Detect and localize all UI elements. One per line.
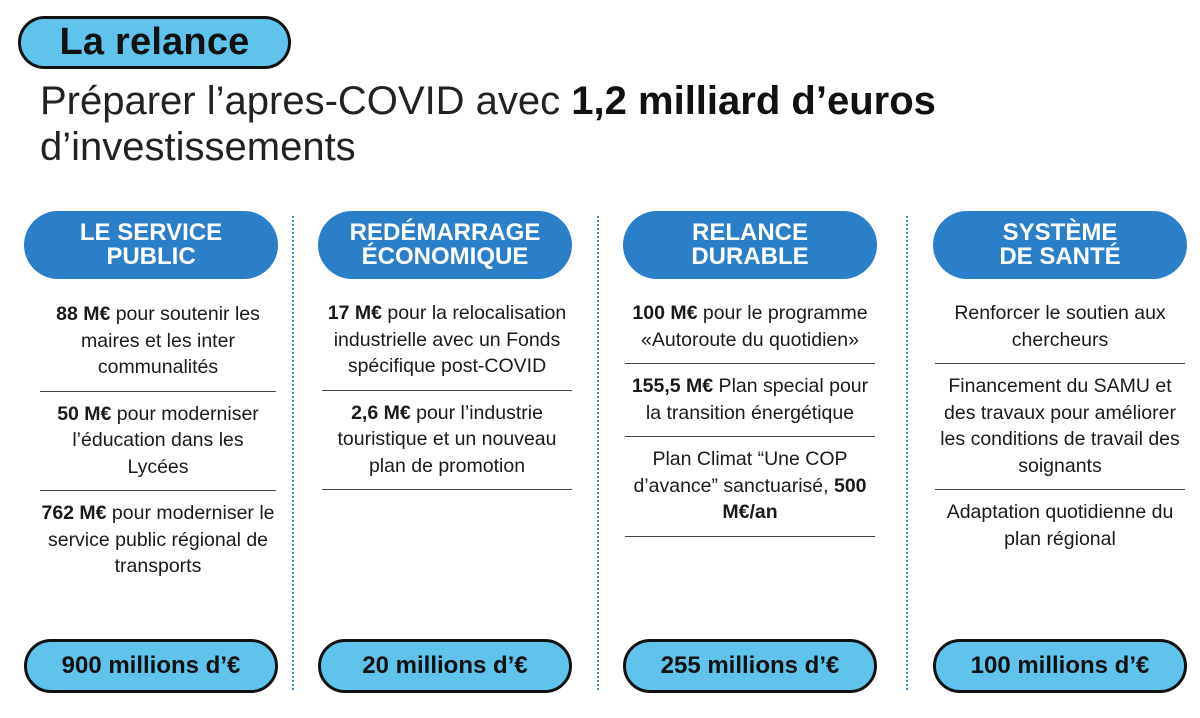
item-text: Renforcer le soutien aux chercheurs	[954, 302, 1166, 351]
headline	[40, 78, 1140, 170]
header-line: LE SERVICE	[79, 219, 223, 246]
total-badge: 900 millions d’€	[24, 639, 278, 693]
column-systeme-de-sante	[933, 211, 1187, 711]
list-item	[625, 445, 875, 537]
header-line: DURABLE	[691, 243, 809, 270]
item-list	[935, 299, 1185, 562]
header-line: SYSTÈME	[1002, 219, 1118, 246]
column-separator	[906, 216, 908, 690]
item-text: Plan Climat “Une COP d’avance” sanctuarisé,	[633, 448, 848, 497]
header-line: REDÉMARRAGE	[349, 219, 541, 246]
item-amount: 17 M€	[327, 302, 382, 324]
item-amount: 155,5 M€	[631, 375, 714, 397]
column-redemarrage-economique	[318, 211, 572, 711]
list-item	[40, 300, 276, 392]
headline-suffix: d’investissements	[40, 125, 356, 169]
list-item	[935, 498, 1185, 562]
item-list	[322, 299, 572, 490]
item-amount: 50 M€	[57, 402, 112, 425]
list-item	[935, 372, 1185, 490]
list-item	[625, 299, 875, 364]
list-item	[40, 400, 276, 492]
item-list	[40, 300, 276, 590]
total-badge: 255 millions d’€	[623, 639, 877, 693]
item-amount: 500 M€/an	[722, 474, 867, 523]
column-header	[623, 211, 877, 279]
header-line: PUBLIC	[106, 243, 196, 270]
total-badge: 100 millions d’€	[933, 639, 1187, 693]
item-text: pour l’industrie touristique et un nouveau plan de promotion	[337, 401, 557, 477]
column-header	[318, 211, 572, 279]
header-line: RELANCE	[691, 219, 808, 246]
list-item	[40, 499, 276, 590]
column-service-public	[24, 211, 278, 711]
item-text: Financement du SAMU et des travaux pour améliorer les conditions de travail des soignants	[940, 375, 1180, 477]
item-text: Adaptation quotidienne du plan régional	[946, 501, 1174, 550]
list-item	[322, 399, 572, 491]
item-text: Plan special pour la transition énergétique	[645, 375, 869, 424]
header-line: DE SANTÉ	[999, 243, 1121, 270]
item-text: pour la relocalisation industrielle avec un Fonds spécifique post-COVID	[333, 302, 567, 377]
item-text: pour moderniser le service public régional de transports	[47, 502, 275, 577]
total-badge: 20 millions d’€	[318, 639, 572, 693]
title-badge: La relance	[18, 16, 291, 69]
header-line: ÉCONOMIQUE	[361, 243, 529, 270]
column-header	[933, 211, 1187, 279]
list-item	[625, 372, 875, 437]
list-item	[935, 299, 1185, 364]
column-separator	[292, 216, 294, 690]
item-text: pour soutenir les maires et les inter communalités	[81, 303, 260, 378]
headline-prefix: Préparer l’apres-COVID avec	[40, 79, 572, 123]
item-amount: 2,6 M€	[351, 401, 411, 424]
item-amount: 88 M€	[56, 303, 111, 325]
item-list	[625, 299, 875, 537]
column-separator	[597, 216, 599, 690]
column-header	[24, 211, 278, 279]
item-text: pour moderniser l’éducation dans les Lycées	[72, 402, 259, 478]
item-text: pour le programme «Autoroute du quotidien»	[641, 302, 868, 351]
list-item	[322, 299, 572, 391]
column-relance-durable	[623, 211, 877, 711]
headline-highlight: 1,2 milliard d’euros	[571, 79, 936, 123]
item-amount: 100 M€	[632, 302, 698, 324]
item-amount: 762 M€	[41, 502, 107, 524]
